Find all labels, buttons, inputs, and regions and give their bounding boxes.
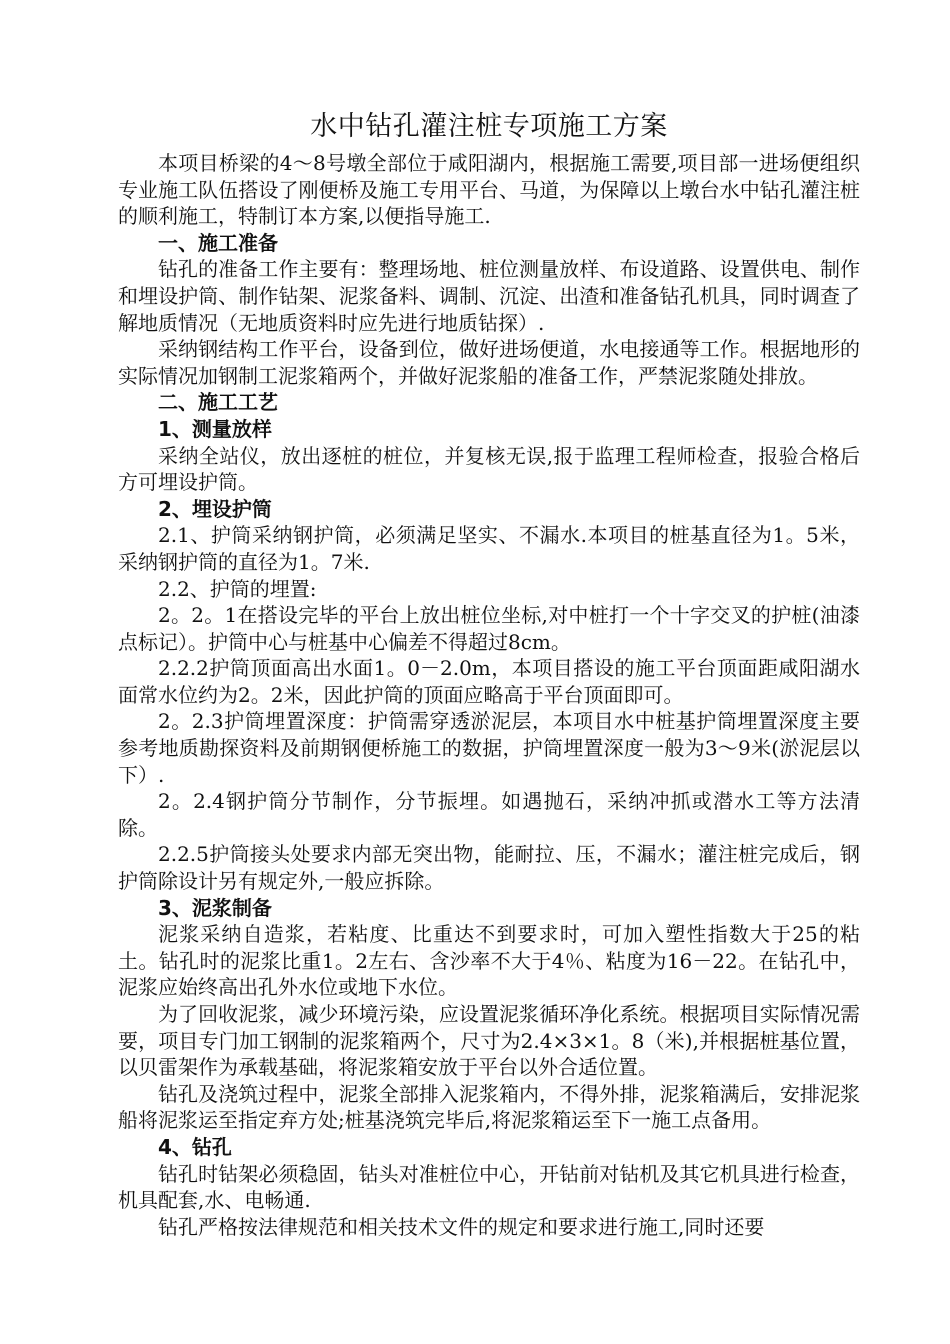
paragraph: 2。2.4钢护筒分节制作，分节振埋。如遇抛石，采纳冲抓或潜水工等方法清除。 — [118, 789, 860, 840]
document-body — [118, 150, 860, 1240]
paragraph: 2.1、护筒采纳钢护筒，必须满足坚实、不漏水.本项目的桩基直径为1。5米，采纳钢护筒的直径为1。7米. — [118, 523, 860, 574]
section-heading: 4、钻孔 — [158, 1134, 232, 1159]
paragraph: 泥浆采纳自造浆，若粘度、比重达不到要求时，可加入塑性指数大于25的粘土。钻孔时的泥浆比重1。2左右、含沙率不大于4％、粘度为16－22。在钻孔中，泥浆应始终高出孔外水位或地下水位。 — [118, 922, 860, 1000]
paragraph: 2.2.5护筒接头处要求内部无突出物，能耐拉、压，不漏水；灌注桩完成后，钢护筒除设计另有规定外,一般应拆除。 — [118, 842, 860, 894]
paragraph: 本项目桥梁的4～8号墩全部位于咸阳湖内，根据施工需要,项目部一进场便组织专业施工队伍搭设了刚便桥及施工专用平台、马道，为保障以上墩台水中钻孔灌注桩的顺利施工，特制订本方案,以便指导施工. — [118, 151, 860, 229]
paragraph: 钻孔及浇筑过程中，泥浆全部排入泥浆箱内，不得外排，泥浆箱满后，安排泥浆船将泥浆运至指定弃方处;桩基浇筑完毕后,将泥浆箱运至下一施工点备用。 — [118, 1081, 860, 1133]
paragraph: 钻孔严格按法律规范和相关技术文件的规定和要求进行施工,同时还要 — [158, 1214, 765, 1239]
paragraph: 2。2。1在搭设完毕的平台上放出桩位坐标,对中桩打一个十字交叉的护桩(油漆点标记）。护筒中心与桩基中心偏差不得超过8cm。 — [118, 603, 860, 654]
paragraph: 2.2、护筒的埋置: — [158, 576, 317, 601]
paragraph: 为了回收泥浆，减少环境污染，应设置泥浆循环净化系统。根据项目实际情况需要，项目专门加工钢制的泥浆箱两个，尺寸为2.4×3×1。8（米),并根据桩基位置，以贝雷架作为承载基础，将泥浆箱安放于平台以外合适位置。 — [118, 1002, 860, 1080]
section-heading: 2、埋设护筒 — [158, 496, 272, 521]
document-page — [118, 108, 860, 1240]
paragraph: 采纳钢结构工作平台，设备到位，做好进场便道，水电接通等工作。根据地形的实际情况加钢制工泥浆箱两个，并做好泥浆船的准备工作，严禁泥浆随处排放。 — [118, 337, 860, 388]
document-title: 水中钻孔灌注桩专项施工方案 — [310, 111, 668, 142]
paragraph: 采纳全站仪，放出逐桩的桩位，并复核无误,报于监理工程师检查，报验合格后方可埋设护筒。 — [118, 443, 860, 495]
paragraph: 钻孔的准备工作主要有：整理场地、桩位测量放样、布设道路、设置供电、制作和埋设护筒、制作钻架、泥浆备料、调制、沉淀、出渣和准备钻孔机具，同时调查了解地质情况（无地质资料时应先进行地质钻探）. — [118, 257, 860, 335]
section-heading: 一、施工准备 — [158, 230, 278, 255]
section-heading: 3、泥浆制备 — [158, 895, 272, 920]
section-heading: 1、测量放样 — [158, 416, 272, 441]
paragraph: 钻孔时钻架必须稳固，钻头对准桩位中心，开钻前对钻机及其它机具进行检查，机具配套,水、电畅通. — [118, 1161, 860, 1213]
section-heading: 二、施工工艺 — [158, 390, 278, 415]
paragraph: 2.2.2护筒顶面高出水面1。0－2.0m，本项目搭设的施工平台顶面距咸阳湖水面常水位约为2。2米，因此护筒的顶面应略高于平台顶面即可。 — [118, 656, 860, 707]
paragraph: 2。2.3护筒埋置深度：护筒需穿透淤泥层，本项目水中桩基护筒埋置深度主要参考地质勘探资料及前期钢便桥施工的数据，护筒埋置深度一般为3～9米(淤泥层以下）. — [118, 709, 860, 787]
